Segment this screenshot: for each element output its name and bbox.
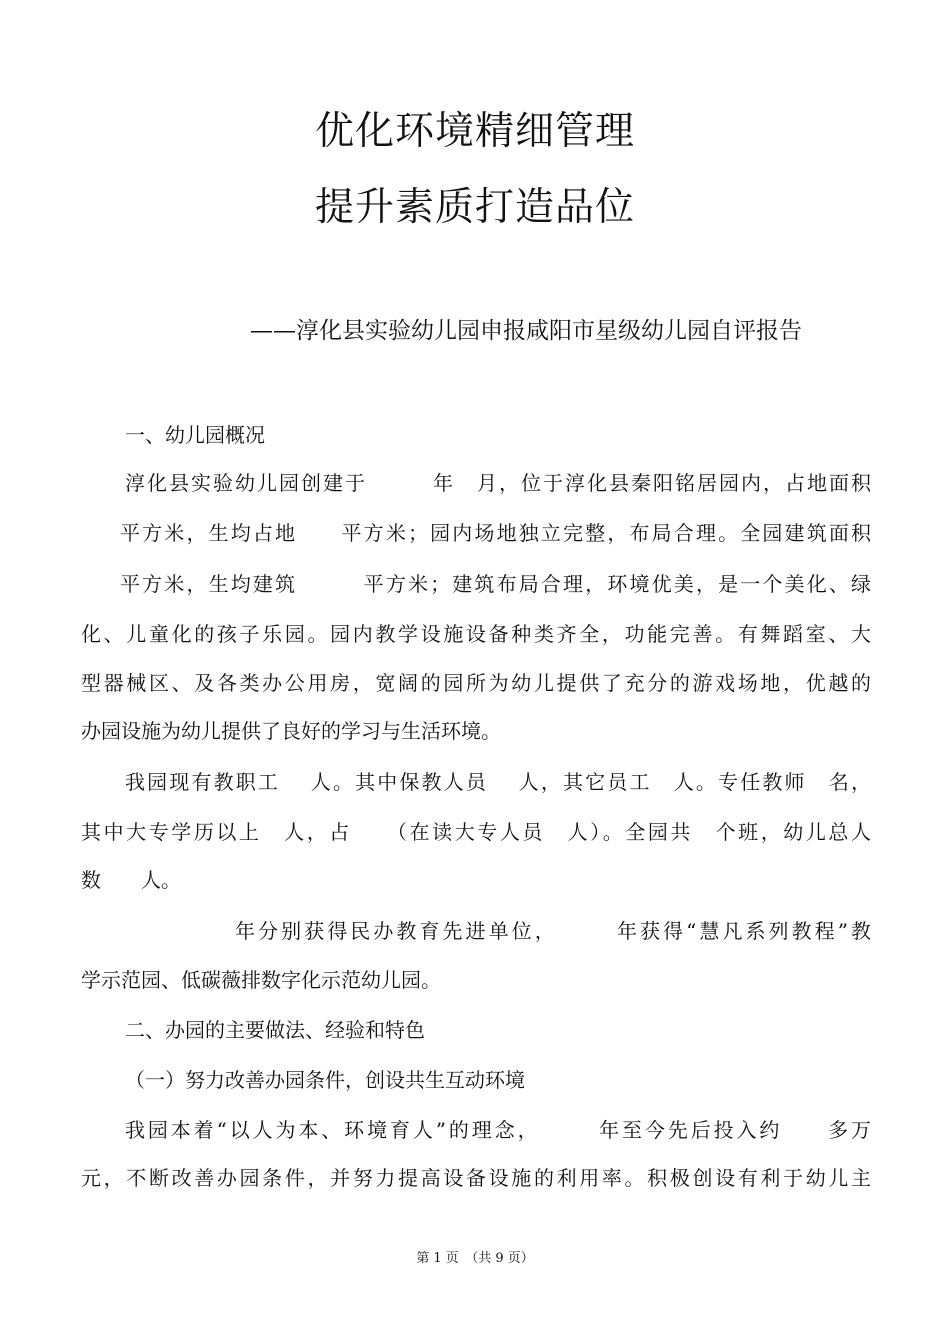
section-heading-2: 二、办园的主要做法、经验和特色 [125,1018,425,1042]
paragraph-line: 学示范园、低碳薇排数字化示范幼儿园。 [81,968,441,992]
paragraph-line: 平方米，生均建筑 平方米；建筑布局合理，环境优美，是一个美化、绿 [120,572,871,596]
paragraph-line: 数 人。 [81,868,181,892]
paragraph-line: 办园设施为幼儿提供了良好的学习与生活环境。 [81,719,501,743]
paragraph-line: 年分别获得民办教育先进单位， 年获得“慧凡系列教程”教 [235,919,871,943]
paragraph-line: 我园现有教职工 人。其中保教人员 人，其它员工 人。专任教师 名， [125,770,871,794]
paragraph-line: 淳化县实验幼儿园创建于 年 月，位于淳化县秦阳铭居园内，占地面积 [125,471,871,495]
paragraph-line: 其中大专学历以上 人，占 （在读大专人员 人）。全园共 个班，幼儿总人 [81,820,871,844]
subtitle: ——淳化县实验幼儿园申报咸阳市星级幼儿园自评报告 [250,318,802,344]
paragraph-line: 平方米，生均占地 平方米；园内场地独立完整，布局合理。全园建筑面积 [120,521,871,545]
paragraph-line: 化、儿童化的孩子乐园。园内教学设施设备种类齐全，功能完善。有舞蹈室、大 [81,622,871,646]
subsection-heading: （一）努力改善办园条件，创设共生互动环境 [125,1068,525,1092]
paragraph-line: 型器械区、及各类办公用房，宽阔的园所为幼儿提供了充分的游戏场地，优越的 [81,671,871,695]
title-line-2: 提升素质打造品位 [314,185,635,230]
paragraph-line: 我园本着“以人为本、环境育人”的理念， 年至今先后投入约 多万 [125,1118,871,1142]
title-line-1: 优化环境精细管理 [314,109,635,154]
page-footer: 第 1 页 （共 9 页） [416,1251,534,1266]
section-heading-1: 一、幼儿园概况 [125,423,265,447]
paragraph-line: 元，不断改善办园条件，并努力提高设备设施的利用率。积极创设有利于幼儿主 [81,1166,871,1190]
